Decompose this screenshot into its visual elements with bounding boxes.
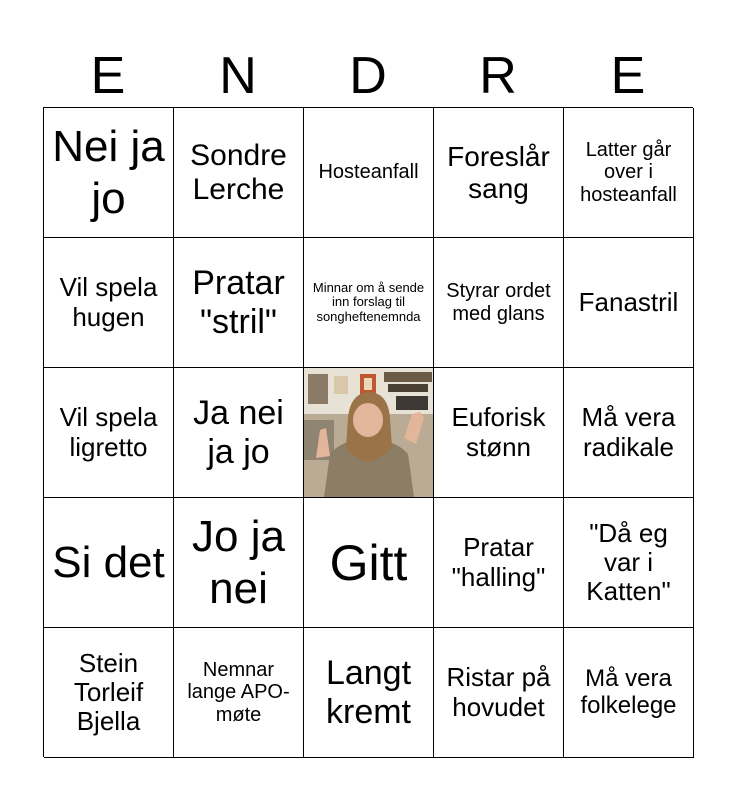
bingo-cell[interactable] <box>304 498 434 628</box>
bingo-cell[interactable] <box>564 628 694 758</box>
bingo-cell[interactable] <box>304 238 434 368</box>
bingo-cell[interactable] <box>44 108 174 238</box>
cell-text: Må vera folkelege <box>580 664 677 719</box>
cell-text: Pratar "halling" <box>451 532 546 592</box>
bingo-header <box>43 44 693 108</box>
header-letter-2: N <box>219 47 257 105</box>
bingo-board <box>43 107 693 757</box>
cell-text: Vil spela hugen <box>59 272 158 332</box>
cell-text: Minnar om å sende inn forslag til songheftenemnda <box>312 279 425 324</box>
bingo-cell[interactable] <box>44 368 174 498</box>
cell-text: Gitt <box>329 534 408 591</box>
bingo-cell[interactable] <box>564 368 694 498</box>
cell-text: Latter går over i hosteanfall <box>580 138 677 206</box>
bingo-cell[interactable] <box>564 108 694 238</box>
cell-text: Nemnar lange APO-møte <box>187 658 290 726</box>
cell-text: Euforisk stønn <box>451 402 546 462</box>
bingo-cell[interactable] <box>564 238 694 368</box>
cell-text: Jo ja nei <box>192 511 285 613</box>
cell-text: Ja nei ja jo <box>193 394 284 471</box>
cell-text: Ristar på hovudet <box>446 662 551 722</box>
cell-text: Nei ja jo <box>52 121 165 223</box>
cell-text: Stein Torleif Bjella <box>73 647 144 737</box>
free-space-cell[interactable] <box>304 368 434 498</box>
cell-text: Vil spela ligretto <box>59 402 158 462</box>
bingo-cell[interactable] <box>434 628 564 758</box>
header-letter-4: R <box>479 47 517 105</box>
bingo-cell[interactable] <box>304 108 434 238</box>
cell-text: Langt kremt <box>325 654 412 731</box>
bingo-cell[interactable] <box>174 368 304 498</box>
bingo-cell[interactable] <box>434 498 564 628</box>
person-photo-icon <box>304 368 433 497</box>
cell-text: Hosteanfall <box>318 161 419 184</box>
bingo-cell[interactable] <box>304 628 434 758</box>
cell-text: Fanastril <box>578 286 679 317</box>
bingo-cell[interactable] <box>44 498 174 628</box>
bingo-cell[interactable] <box>174 628 304 758</box>
header-letter-3: D <box>349 47 387 105</box>
bingo-cell[interactable] <box>434 238 564 368</box>
cell-text: Sondre Lerche <box>190 138 287 206</box>
cell-text: Si det <box>52 537 165 587</box>
bingo-cell[interactable] <box>174 108 304 238</box>
bingo-cell[interactable] <box>44 238 174 368</box>
bingo-cell[interactable] <box>174 238 304 368</box>
cell-text: Må vera radikale <box>581 402 676 462</box>
bingo-cell[interactable] <box>44 628 174 758</box>
bingo-cell[interactable] <box>434 108 564 238</box>
cell-text: Foreslår sang <box>447 141 550 204</box>
cell-text: "Då eg var i Katten" <box>586 517 671 607</box>
bingo-cell[interactable] <box>564 498 694 628</box>
cell-text: Pratar "stril" <box>192 264 285 341</box>
bingo-cell[interactable] <box>434 368 564 498</box>
header-letter-5: E <box>610 47 646 105</box>
header-letter-1: E <box>90 47 126 105</box>
bingo-cell[interactable] <box>174 498 304 628</box>
cell-text: Styrar ordet med glans <box>446 280 551 325</box>
